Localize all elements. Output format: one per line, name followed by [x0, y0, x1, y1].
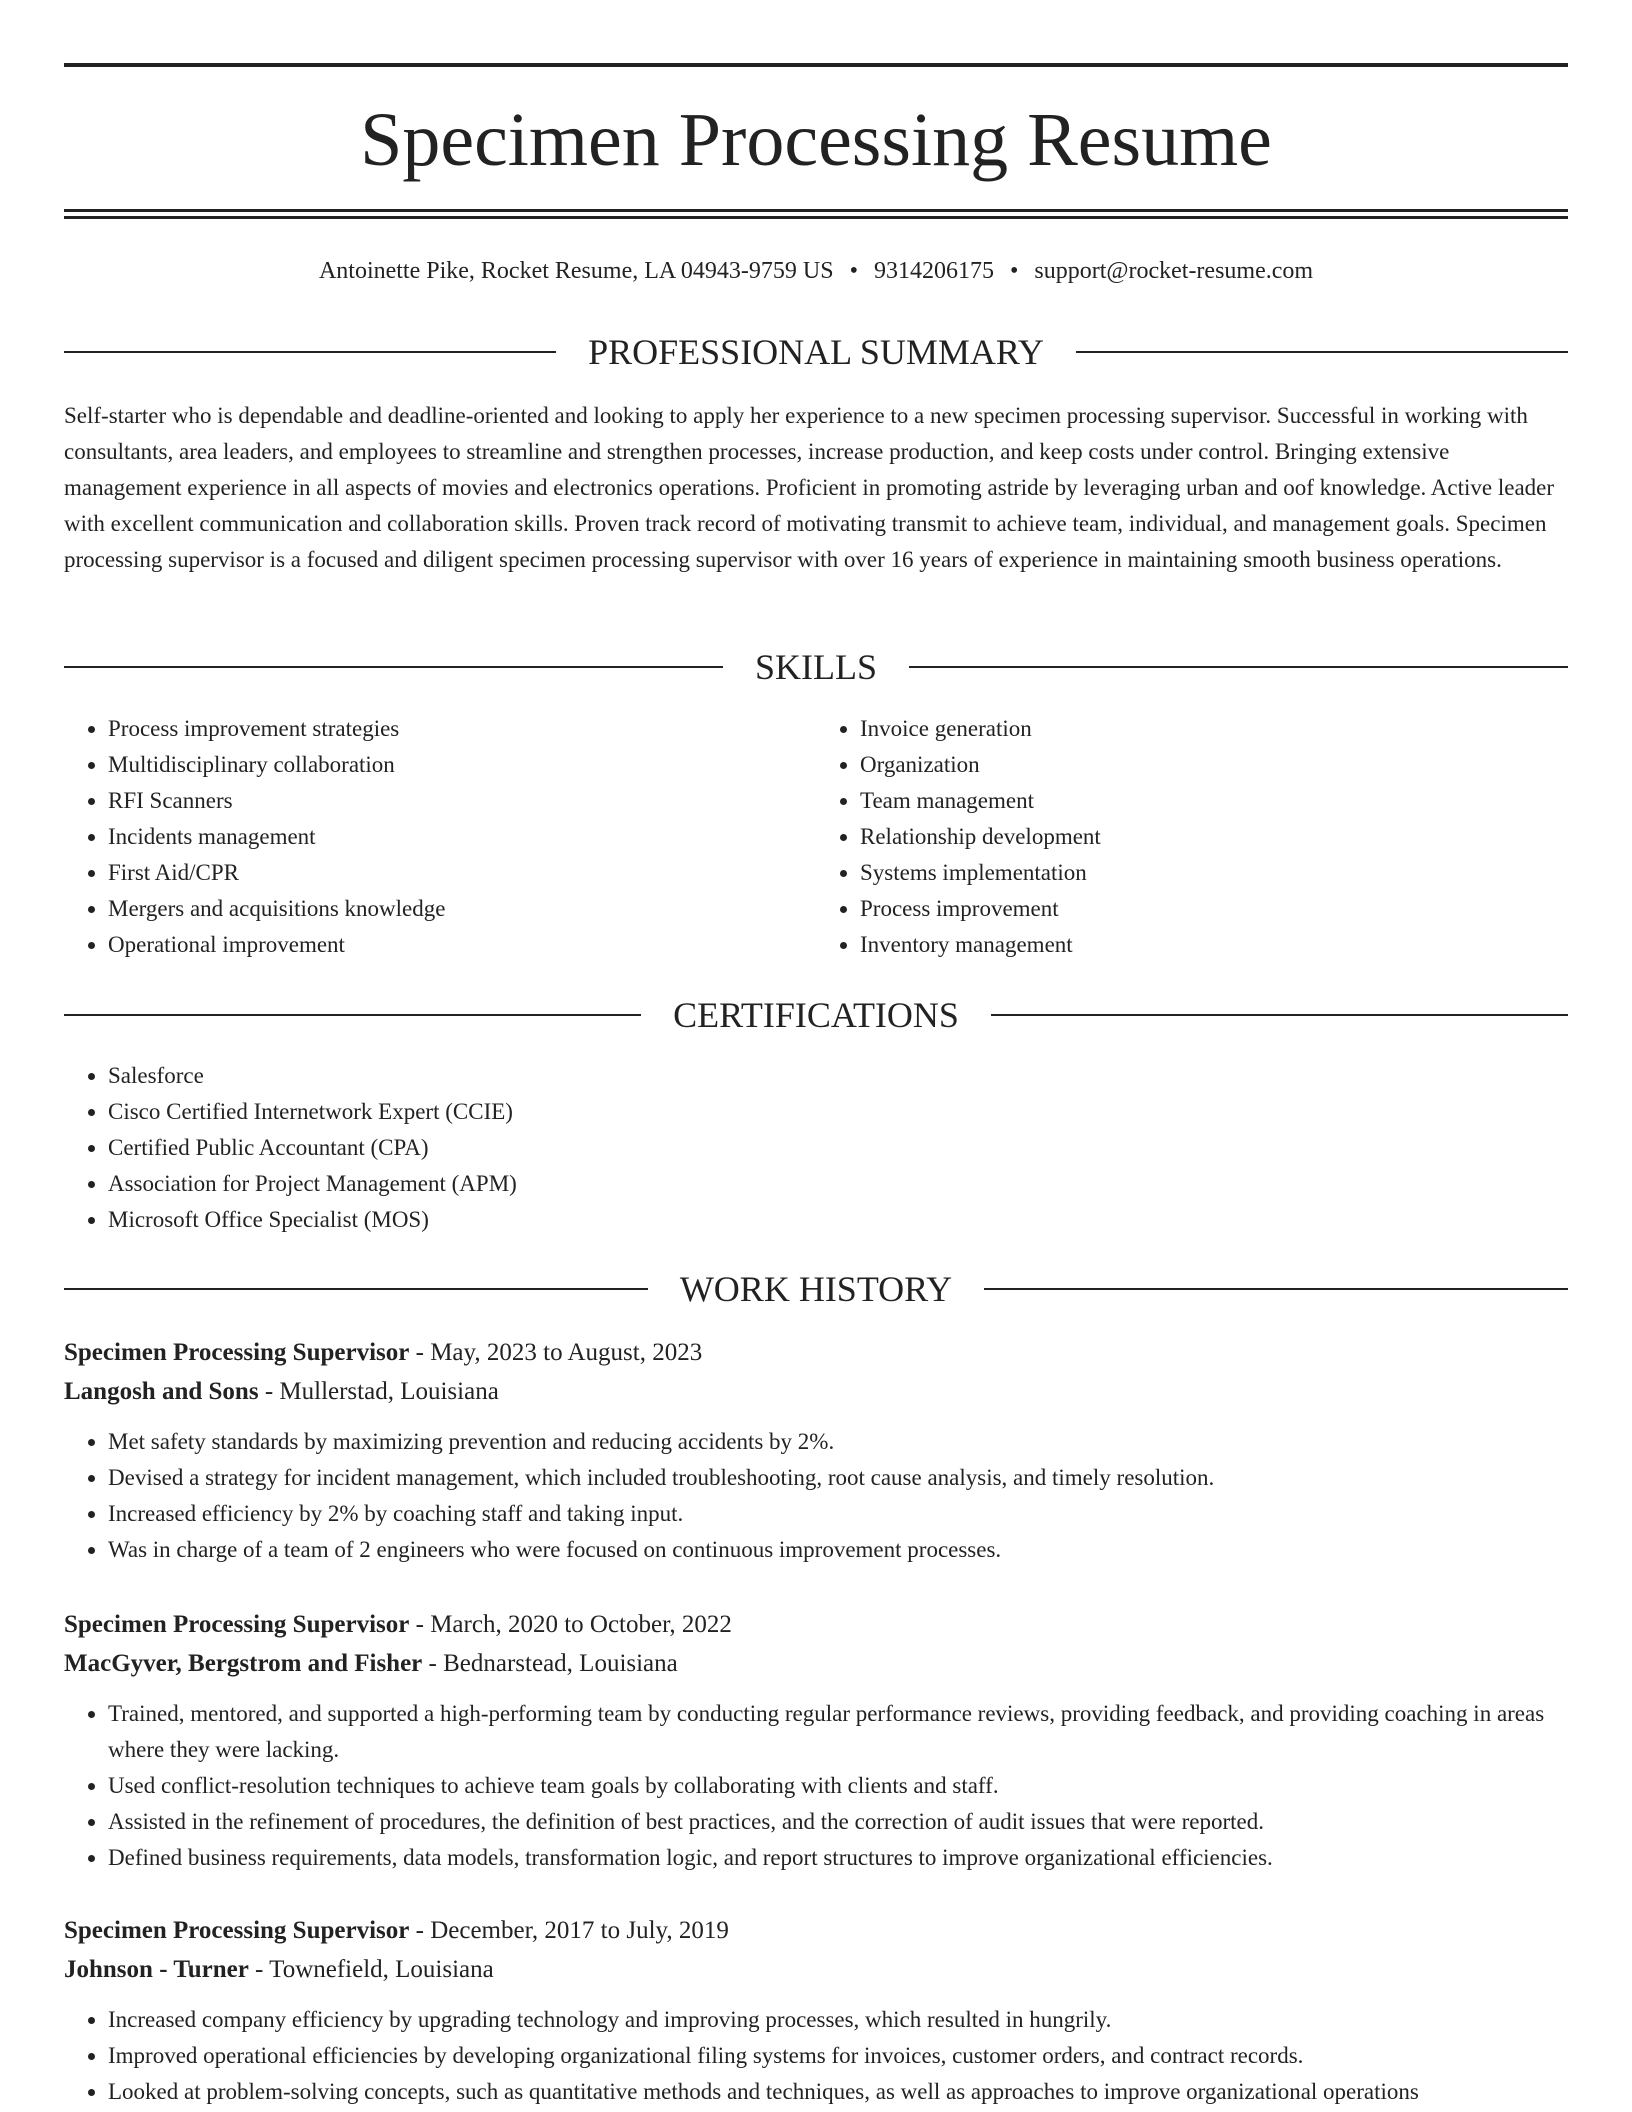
skill-item: • Relationship development — [860, 819, 1568, 855]
job-title: Specimen Processing Supervisor — [64, 1917, 410, 1944]
heading-rule — [984, 1288, 1568, 1290]
job-location: Mullerstad, Louisiana — [279, 1378, 499, 1405]
summary-heading — [64, 330, 1568, 374]
job-bullet: • Looked at problem-solving concepts, such as quantitative methods and techniques, as well as approaches to improve organizational operations — [108, 2074, 1568, 2110]
job-location: Townefield, Louisiana — [269, 1956, 494, 1983]
job-entry — [64, 1911, 1568, 2110]
job-bullets — [64, 1424, 1568, 1568]
certifications-heading — [64, 993, 1568, 1037]
heading-rule — [64, 1014, 641, 1016]
heading-rule — [64, 666, 723, 668]
job-location: Bednarstead, Louisiana — [443, 1650, 678, 1677]
certification-item: • Cisco Certified Internetwork Expert (CCIE) — [108, 1094, 1568, 1130]
job-bullets — [64, 2002, 1568, 2110]
heading-rule — [64, 351, 556, 353]
job-company-line: MacGyver, Bergstrom and Fisher - Bednarstead, Louisiana — [64, 1650, 678, 1677]
certification-item: • Salesforce — [108, 1058, 1568, 1094]
job-bullet: • Increased company efficiency by upgrading technology and improving processes, which resulted in hungrily. — [108, 2002, 1568, 2038]
certification-item: • Certified Public Accountant (CPA) — [108, 1130, 1568, 1166]
job-company-line: Langosh and Sons - Mullerstad, Louisiana — [64, 1378, 499, 1405]
section-title: PROFESSIONAL SUMMARY — [588, 332, 1044, 372]
job-bullet: • Improved operational efficiencies by developing organizational filing systems for invoices, customer orders, and contract records. — [108, 2038, 1568, 2074]
skills-list — [64, 711, 1568, 963]
heading-rule — [64, 1288, 648, 1290]
skill-item: • Team management — [860, 783, 1568, 819]
page-title: Specimen Processing Resume — [360, 98, 1272, 182]
skills-heading — [64, 645, 1568, 689]
heading-rule — [1076, 351, 1568, 353]
job-company: Langosh and Sons — [64, 1378, 259, 1405]
heading-rule — [991, 1014, 1568, 1016]
skills-column-left — [64, 711, 816, 963]
contact-email: support@rocket-resume.com — [1034, 258, 1314, 284]
contact-separator: • — [1009, 258, 1019, 284]
job-company: Johnson - Turner — [64, 1956, 249, 1983]
certifications-items — [64, 1058, 1568, 1238]
skill-item: • Mergers and acquisitions knowledge — [108, 891, 816, 927]
job-bullet: • Trained, mentored, and supported a high-performing team by conducting regular performance reviews, providing feedback, and providing coaching in areas where they were lacking. — [108, 1696, 1568, 1768]
contact-line — [64, 254, 1568, 288]
skill-item: • Invoice generation — [860, 711, 1568, 747]
skill-item: • Systems implementation — [860, 855, 1568, 891]
skill-item: • Process improvement — [860, 891, 1568, 927]
header-bottom-rule — [64, 216, 1568, 219]
job-title: Specimen Processing Supervisor — [64, 1611, 410, 1638]
job-dates: March, 2020 to October, 2022 — [430, 1611, 732, 1638]
skill-item: • Multidisciplinary collaboration — [108, 747, 816, 783]
job-bullet: • Was in charge of a team of 2 engineers who were focused on continuous improvement processes. — [108, 1532, 1568, 1568]
work-history-heading — [64, 1267, 1568, 1311]
job-title-line: Specimen Processing Supervisor - March, 2020 to October, 2022 — [64, 1611, 732, 1638]
job-entry — [64, 1605, 1568, 1876]
job-title-line: Specimen Processing Supervisor - December, 2017 to July, 2019 — [64, 1917, 729, 1944]
contact-address: Antoinette Pike, Rocket Resume, LA 04943-9759 US — [318, 258, 834, 284]
job-title-line: Specimen Processing Supervisor - May, 2023 to August, 2023 — [64, 1339, 703, 1366]
header-top-rule — [64, 63, 1568, 67]
job-dates: December, 2017 to July, 2019 — [430, 1917, 729, 1944]
header-bottom-rule — [64, 209, 1568, 212]
job-bullet: • Defined business requirements, data models, transformation logic, and report structures to improve organizational efficiencies. — [108, 1840, 1568, 1876]
skill-item: • RFI Scanners — [108, 783, 816, 819]
certification-item: • Microsoft Office Specialist (MOS) — [108, 1202, 1568, 1238]
job-bullet: • Met safety standards by maximizing prevention and reducing accidents by 2%. — [108, 1424, 1568, 1460]
skill-item: • Process improvement strategies — [108, 711, 816, 747]
job-bullet: • Increased efficiency by 2% by coaching staff and taking input. — [108, 1496, 1568, 1532]
job-dates: May, 2023 to August, 2023 — [430, 1339, 703, 1366]
heading-rule — [909, 666, 1568, 668]
skills-column-right — [816, 711, 1568, 963]
skill-item: • Incidents management — [108, 819, 816, 855]
job-bullets — [64, 1696, 1568, 1876]
contact-separator: • — [849, 258, 858, 284]
skill-item: • First Aid/CPR — [108, 855, 816, 891]
skill-item: • Inventory management — [860, 927, 1568, 963]
job-title: Specimen Processing Supervisor — [64, 1339, 410, 1366]
job-company: MacGyver, Bergstrom and Fisher — [64, 1650, 423, 1677]
contact-phone: 9314206175 — [873, 258, 994, 284]
job-entry — [64, 1333, 1568, 1568]
certifications-list — [64, 1058, 1568, 1238]
skill-item: • Operational improvement — [108, 927, 816, 963]
skill-item: • Organization — [860, 747, 1568, 783]
job-bullet: • Used conflict-resolution techniques to achieve team goals by collaborating with clients and staff. — [108, 1768, 1568, 1804]
section-title: WORK HISTORY — [679, 1269, 953, 1309]
job-bullet: • Devised a strategy for incident management, which included troubleshooting, root cause analysis, and timely resolution. — [108, 1460, 1568, 1496]
section-title: SKILLS — [755, 647, 878, 687]
certification-item: • Association for Project Management (APM) — [108, 1166, 1568, 1202]
job-bullet: • Assisted in the refinement of procedures, the definition of best practices, and the correction of audit issues that were reported. — [108, 1804, 1568, 1840]
summary-text: Self-starter who is dependable and deadline-oriented and looking to apply her experience to a new specimen processing supervisor. Successful in working with consultants, area leaders, and employees to streamline and strengthen processes, increase production, and keep costs under control. Bringing extensive management experience in all aspects of movies and electronics operations. Proficient in promoting astride by leveraging urban and oof knowledge. Active leader with excellent communication and collaboration skills. Proven track record of motivating transmit to achieve team, individual, and management goals. Specimen processing supervisor is a focused and diligent specimen processing supervisor with over 16 years of experience in maintaining smooth business operations. — [64, 403, 1555, 572]
job-company-line: Johnson - Turner - Townefield, Louisiana — [64, 1956, 494, 1983]
section-title: CERTIFICATIONS — [673, 995, 959, 1035]
